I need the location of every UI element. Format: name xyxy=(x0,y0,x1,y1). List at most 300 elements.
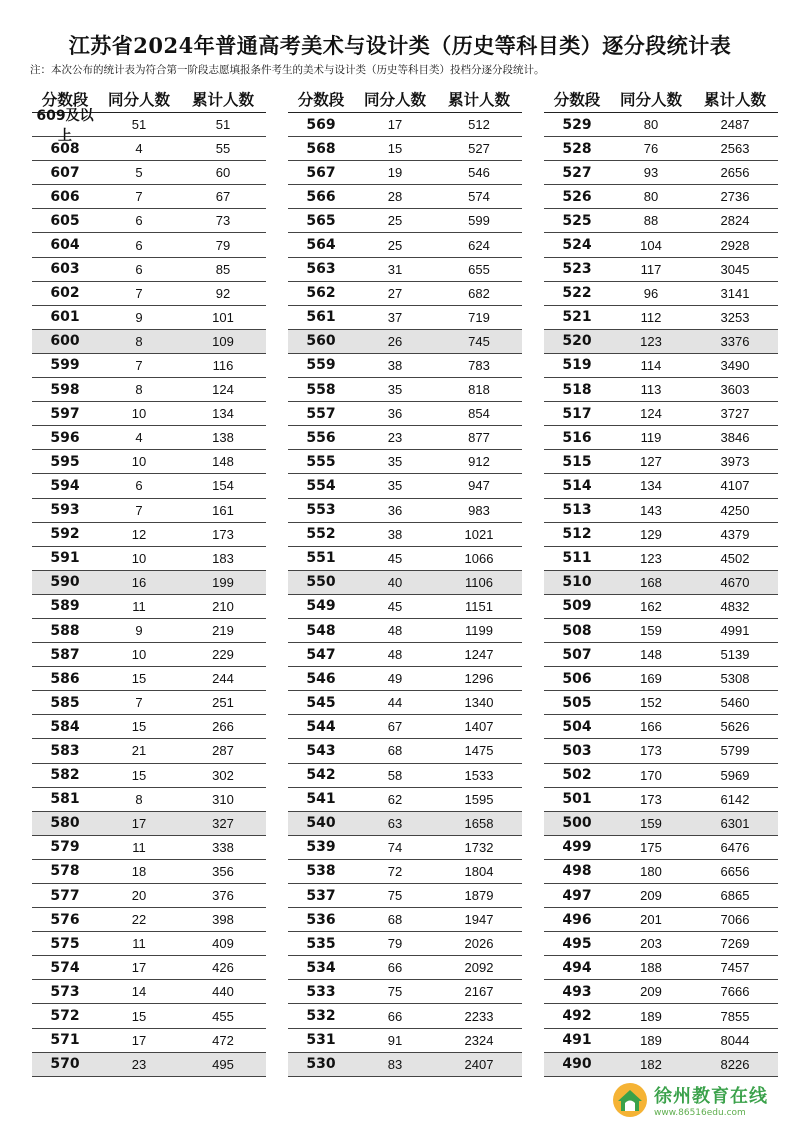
same-count-cell: 8 xyxy=(135,791,143,807)
same-count-cell: 48 xyxy=(387,623,403,639)
table-row xyxy=(544,402,778,426)
table-row xyxy=(544,378,778,402)
same-count-cell: 51 xyxy=(131,117,147,133)
cumulative-count-cell: 199 xyxy=(212,574,234,590)
table-row xyxy=(288,691,522,715)
same-count-cell: 123 xyxy=(640,550,662,566)
table-row xyxy=(32,161,266,185)
same-count-cell: 21 xyxy=(131,743,147,759)
score-cell: 560 xyxy=(306,333,336,350)
cumulative-count-cell: 2736 xyxy=(720,189,750,205)
score-cell: 535 xyxy=(306,935,336,952)
score-cell: 490 xyxy=(562,1056,592,1073)
cumulative-count-cell: 183 xyxy=(212,550,234,566)
cumulative-count-cell: 8226 xyxy=(720,1056,750,1072)
same-count-cell: 169 xyxy=(640,671,662,687)
table-row xyxy=(288,209,522,233)
same-count-cell: 129 xyxy=(640,526,662,542)
score-cell: 549 xyxy=(306,598,336,615)
score-cell: 497 xyxy=(562,887,592,904)
cumulative-count-cell: 495 xyxy=(212,1056,234,1072)
table-row xyxy=(32,739,266,763)
same-count-cell: 12 xyxy=(131,526,147,542)
score-cell: 608 xyxy=(50,140,80,157)
score-cell: 540 xyxy=(306,815,336,832)
score-cell: 604 xyxy=(50,237,80,254)
watermark xyxy=(612,1077,782,1123)
score-cell: 550 xyxy=(306,574,336,591)
score-cell: 528 xyxy=(562,140,592,157)
same-count-cell: 76 xyxy=(643,141,659,157)
table-row xyxy=(544,619,778,643)
same-count-cell: 15 xyxy=(131,1008,147,1024)
same-count-cell: 173 xyxy=(640,791,662,807)
same-count-cell: 35 xyxy=(387,382,403,398)
table-row xyxy=(32,306,266,330)
table-row xyxy=(32,643,266,667)
score-cell: 601 xyxy=(50,309,80,326)
score-cell: 545 xyxy=(306,694,336,711)
same-count-cell: 173 xyxy=(640,743,662,759)
cumulative-count-cell: 327 xyxy=(212,815,234,831)
cumulative-count-cell: 2407 xyxy=(464,1056,494,1072)
cumulative-count-cell: 148 xyxy=(212,454,234,470)
table-row xyxy=(32,426,266,450)
table-row xyxy=(544,161,778,185)
cumulative-count-cell: 783 xyxy=(468,357,490,373)
header-cumulative-count: 累计人数 xyxy=(191,91,254,109)
score-cell: 531 xyxy=(306,1032,336,1049)
cumulative-count-cell: 1475 xyxy=(464,743,494,759)
score-cell: 574 xyxy=(50,959,80,976)
same-count-cell: 5 xyxy=(135,165,143,181)
table-row xyxy=(544,137,778,161)
table-row xyxy=(288,932,522,956)
cumulative-count-cell: 8044 xyxy=(720,1032,750,1048)
table-row xyxy=(288,595,522,619)
same-count-cell: 63 xyxy=(387,815,403,831)
table-row xyxy=(288,739,522,763)
table-row xyxy=(288,1053,522,1077)
header-same-count: 同分人数 xyxy=(107,91,170,109)
cumulative-count-cell: 2324 xyxy=(464,1032,494,1048)
same-count-cell: 7 xyxy=(135,357,143,373)
header-score: 分数段 xyxy=(41,91,89,109)
cumulative-count-cell: 2026 xyxy=(464,936,494,952)
same-count-cell: 10 xyxy=(131,647,147,663)
score-cell: 526 xyxy=(562,188,592,205)
score-cell: 597 xyxy=(50,405,80,422)
cumulative-count-cell: 310 xyxy=(212,791,234,807)
same-count-cell: 16 xyxy=(131,574,147,590)
score-cell: 598 xyxy=(50,381,80,398)
same-count-cell: 159 xyxy=(640,623,662,639)
same-count-cell: 117 xyxy=(640,261,662,277)
score-cell: 536 xyxy=(306,911,336,928)
score-cell: 544 xyxy=(306,718,336,735)
cumulative-count-cell: 5139 xyxy=(720,647,750,663)
same-count-cell: 127 xyxy=(640,454,662,470)
table-row xyxy=(32,764,266,788)
same-count-cell: 6 xyxy=(135,261,143,277)
table-row xyxy=(544,1029,778,1053)
header-score: 分数段 xyxy=(553,91,601,109)
cumulative-count-cell: 134 xyxy=(212,406,234,422)
score-cell: 565 xyxy=(306,212,336,229)
table-row xyxy=(32,402,266,426)
same-count-cell: 134 xyxy=(640,478,662,494)
score-cell: 575 xyxy=(50,935,80,952)
cumulative-count-cell: 85 xyxy=(215,261,231,277)
same-count-cell: 8 xyxy=(135,333,143,349)
same-count-cell: 58 xyxy=(387,767,403,783)
same-count-cell: 28 xyxy=(387,189,403,205)
cumulative-count-cell: 1407 xyxy=(464,719,494,735)
table-row xyxy=(288,233,522,257)
score-cell: 586 xyxy=(50,670,80,687)
cumulative-count-cell: 6656 xyxy=(720,863,750,879)
table-row xyxy=(32,378,266,402)
same-count-cell: 7 xyxy=(135,189,143,205)
same-count-cell: 15 xyxy=(131,671,147,687)
same-count-cell: 17 xyxy=(387,117,403,133)
cumulative-count-cell: 7666 xyxy=(720,984,750,1000)
cumulative-count-cell: 3376 xyxy=(720,333,750,349)
cumulative-count-cell: 719 xyxy=(468,309,490,325)
table-header xyxy=(288,86,522,113)
score-cell: 571 xyxy=(50,1032,80,1049)
score-cell: 504 xyxy=(562,718,592,735)
header-cumulative-count: 累计人数 xyxy=(447,91,510,109)
table-row xyxy=(32,185,266,209)
cumulative-count-cell: 1732 xyxy=(464,839,494,855)
table-row xyxy=(288,884,522,908)
cumulative-count-cell: 3045 xyxy=(720,261,750,277)
score-cell: 506 xyxy=(562,670,592,687)
cumulative-count-cell: 2233 xyxy=(464,1008,494,1024)
same-count-cell: 112 xyxy=(640,309,662,325)
cumulative-count-cell: 244 xyxy=(212,671,234,687)
cumulative-count-cell: 1658 xyxy=(464,815,494,831)
score-cell: 543 xyxy=(306,742,336,759)
cumulative-count-cell: 6142 xyxy=(720,791,750,807)
same-count-cell: 11 xyxy=(132,936,146,952)
same-count-cell: 10 xyxy=(131,454,147,470)
table-row xyxy=(544,474,778,498)
cumulative-count-cell: 219 xyxy=(212,623,234,639)
cumulative-count-cell: 527 xyxy=(468,141,490,157)
score-cell: 533 xyxy=(306,983,336,1000)
score-cell: 511 xyxy=(562,550,592,567)
same-count-cell: 72 xyxy=(387,863,403,879)
table-row xyxy=(544,258,778,282)
same-count-cell: 27 xyxy=(387,285,403,301)
table-row xyxy=(32,836,266,860)
score-cell: 522 xyxy=(562,285,592,302)
score-table-column-2 xyxy=(288,86,522,1077)
same-count-cell: 91 xyxy=(387,1032,403,1048)
cumulative-count-cell: 356 xyxy=(212,863,234,879)
same-count-cell: 62 xyxy=(387,791,403,807)
table-row xyxy=(544,523,778,547)
table-row xyxy=(32,1004,266,1028)
table-row xyxy=(544,884,778,908)
score-cell: 505 xyxy=(562,694,592,711)
table-row xyxy=(32,980,266,1004)
table-row xyxy=(288,523,522,547)
score-cell: 591 xyxy=(50,550,80,567)
table-header xyxy=(544,86,778,113)
table-row xyxy=(288,161,522,185)
table-row xyxy=(288,980,522,1004)
same-count-cell: 189 xyxy=(640,1008,662,1024)
table-row xyxy=(32,282,266,306)
same-count-cell: 83 xyxy=(387,1056,403,1072)
table-row xyxy=(32,233,266,257)
cumulative-count-cell: 92 xyxy=(215,285,231,301)
cumulative-count-cell: 4991 xyxy=(720,623,750,639)
score-cell: 605 xyxy=(50,212,80,229)
score-cell: 514 xyxy=(562,477,592,494)
cumulative-count-cell: 3846 xyxy=(720,430,750,446)
table-row xyxy=(32,330,266,354)
cumulative-count-cell: 4107 xyxy=(720,478,750,494)
table-row xyxy=(288,185,522,209)
same-count-cell: 25 xyxy=(387,213,403,229)
same-count-cell: 23 xyxy=(131,1056,147,1072)
score-cell: 548 xyxy=(306,622,336,639)
table-row xyxy=(32,1053,266,1077)
table-row xyxy=(32,547,266,571)
table-row xyxy=(32,474,266,498)
same-count-cell: 10 xyxy=(131,550,147,566)
cumulative-count-cell: 1296 xyxy=(464,671,494,687)
score-cell: 517 xyxy=(562,405,592,422)
table-row xyxy=(288,667,522,691)
cumulative-count-cell: 440 xyxy=(212,984,234,1000)
same-count-cell: 23 xyxy=(387,430,403,446)
score-cell: 596 xyxy=(50,429,80,446)
table-row xyxy=(544,282,778,306)
score-cell: 554 xyxy=(306,477,336,494)
same-count-cell: 119 xyxy=(640,430,662,446)
table-row xyxy=(288,402,522,426)
score-cell: 609及以上 xyxy=(36,107,94,144)
table-row xyxy=(32,691,266,715)
same-count-cell: 201 xyxy=(640,912,662,928)
cumulative-count-cell: 101 xyxy=(212,309,234,325)
cumulative-count-cell: 5626 xyxy=(720,719,750,735)
same-count-cell: 11 xyxy=(132,598,146,614)
score-cell: 534 xyxy=(306,959,336,976)
score-cell: 513 xyxy=(562,502,592,519)
score-cell: 593 xyxy=(50,502,80,519)
score-cell: 547 xyxy=(306,646,336,663)
same-count-cell: 36 xyxy=(387,502,403,518)
score-cell: 529 xyxy=(562,116,592,133)
watermark-url: www.86516edu.com xyxy=(654,1108,746,1118)
cumulative-count-cell: 5308 xyxy=(720,671,750,687)
cumulative-count-cell: 3727 xyxy=(720,406,750,422)
table-row xyxy=(288,812,522,836)
score-cell: 519 xyxy=(562,357,592,374)
cumulative-count-cell: 3603 xyxy=(720,382,750,398)
same-count-cell: 93 xyxy=(643,165,659,181)
score-cell: 498 xyxy=(562,863,592,880)
score-cell: 587 xyxy=(50,646,80,663)
cumulative-count-cell: 1106 xyxy=(465,574,493,590)
table-row xyxy=(544,306,778,330)
table-row xyxy=(288,571,522,595)
same-count-cell: 15 xyxy=(131,767,147,783)
same-count-cell: 7 xyxy=(135,695,143,711)
same-count-cell: 104 xyxy=(640,237,662,253)
table-row xyxy=(32,1029,266,1053)
watermark-name: 徐州教育在线 xyxy=(654,1086,768,1107)
same-count-cell: 79 xyxy=(387,936,403,952)
cumulative-count-cell: 2092 xyxy=(464,960,494,976)
table-row xyxy=(288,1004,522,1028)
score-cell: 510 xyxy=(562,574,592,591)
table-row xyxy=(544,595,778,619)
same-count-cell: 45 xyxy=(387,550,403,566)
cumulative-count-cell: 3141 xyxy=(720,285,750,301)
score-cell: 507 xyxy=(562,646,592,663)
table-row xyxy=(32,715,266,739)
cumulative-count-cell: 1199 xyxy=(465,623,493,639)
same-count-cell: 6 xyxy=(135,213,143,229)
table-row xyxy=(288,113,522,137)
cumulative-count-cell: 287 xyxy=(212,743,234,759)
score-cell: 600 xyxy=(50,333,80,350)
cumulative-count-cell: 624 xyxy=(468,237,490,253)
cumulative-count-cell: 1247 xyxy=(464,647,494,663)
cumulative-count-cell: 574 xyxy=(468,189,490,205)
same-count-cell: 6 xyxy=(135,478,143,494)
same-count-cell: 35 xyxy=(387,478,403,494)
table-row xyxy=(288,619,522,643)
same-count-cell: 209 xyxy=(640,984,662,1000)
score-cell: 581 xyxy=(50,791,80,808)
same-count-cell: 40 xyxy=(387,574,403,590)
score-cell: 568 xyxy=(306,140,336,157)
score-cell: 559 xyxy=(306,357,336,374)
cumulative-count-cell: 116 xyxy=(212,357,234,373)
cumulative-count-cell: 60 xyxy=(215,165,231,181)
same-count-cell: 68 xyxy=(387,912,403,928)
score-cell: 572 xyxy=(50,1008,80,1025)
same-count-cell: 7 xyxy=(135,502,143,518)
same-count-cell: 123 xyxy=(640,333,662,349)
score-cell: 590 xyxy=(50,574,80,591)
score-cell: 592 xyxy=(50,526,80,543)
table-row xyxy=(32,107,266,144)
table-row xyxy=(544,571,778,595)
same-count-cell: 36 xyxy=(387,406,403,422)
score-cell: 561 xyxy=(306,309,336,326)
score-cell: 546 xyxy=(306,670,336,687)
same-count-cell: 15 xyxy=(387,141,403,157)
same-count-cell: 8 xyxy=(135,382,143,398)
table-row xyxy=(544,764,778,788)
table-row xyxy=(544,1004,778,1028)
cumulative-count-cell: 2487 xyxy=(720,117,750,133)
table-row xyxy=(544,330,778,354)
table-row xyxy=(32,788,266,812)
cumulative-count-cell: 745 xyxy=(468,333,490,349)
cumulative-count-cell: 818 xyxy=(468,382,490,398)
cumulative-count-cell: 7855 xyxy=(720,1008,750,1024)
score-cell: 595 xyxy=(50,453,80,470)
same-count-cell: 114 xyxy=(640,357,662,373)
same-count-cell: 48 xyxy=(387,647,403,663)
cumulative-count-cell: 4250 xyxy=(720,502,750,518)
same-count-cell: 188 xyxy=(640,960,662,976)
score-cell: 552 xyxy=(306,526,336,543)
table-row xyxy=(32,860,266,884)
score-cell: 538 xyxy=(306,863,336,880)
same-count-cell: 22 xyxy=(131,912,147,928)
table-row xyxy=(288,330,522,354)
cumulative-count-cell: 947 xyxy=(468,478,490,494)
table-row xyxy=(32,523,266,547)
score-cell: 501 xyxy=(562,791,592,808)
header-same-count: 同分人数 xyxy=(619,91,682,109)
same-count-cell: 113 xyxy=(640,382,662,398)
table-row xyxy=(32,258,266,282)
table-row xyxy=(32,932,266,956)
score-cell: 579 xyxy=(50,839,80,856)
same-count-cell: 17 xyxy=(131,960,147,976)
table-row xyxy=(288,860,522,884)
table-row xyxy=(288,547,522,571)
same-count-cell: 66 xyxy=(387,1008,403,1024)
score-cell: 539 xyxy=(306,839,336,856)
cumulative-count-cell: 266 xyxy=(212,719,234,735)
header-cumulative-count: 累计人数 xyxy=(703,91,766,109)
same-count-cell: 182 xyxy=(640,1056,662,1072)
score-cell: 602 xyxy=(50,285,80,302)
score-cell: 553 xyxy=(306,502,336,519)
cumulative-count-cell: 2656 xyxy=(720,165,750,181)
cumulative-count-cell: 376 xyxy=(212,888,234,904)
score-cell: 555 xyxy=(306,453,336,470)
score-cell: 532 xyxy=(306,1008,336,1025)
same-count-cell: 9 xyxy=(135,309,143,325)
same-count-cell: 88 xyxy=(643,213,659,229)
table-row xyxy=(544,788,778,812)
cumulative-count-cell: 546 xyxy=(468,165,490,181)
score-cell: 515 xyxy=(562,453,592,470)
score-cell: 541 xyxy=(306,791,336,808)
same-count-cell: 203 xyxy=(640,936,662,952)
cumulative-count-cell: 5799 xyxy=(720,743,750,759)
table-row xyxy=(288,499,522,523)
score-cell: 558 xyxy=(306,381,336,398)
same-count-cell: 17 xyxy=(131,1032,147,1048)
table-row xyxy=(288,474,522,498)
same-count-cell: 166 xyxy=(640,719,662,735)
same-count-cell: 38 xyxy=(387,357,403,373)
score-cell: 491 xyxy=(562,1032,592,1049)
same-count-cell: 75 xyxy=(387,888,403,904)
cumulative-count-cell: 655 xyxy=(468,261,490,277)
cumulative-count-cell: 1879 xyxy=(464,888,494,904)
score-table-column-1 xyxy=(32,86,266,1077)
cumulative-count-cell: 455 xyxy=(212,1008,234,1024)
cumulative-count-cell: 1595 xyxy=(464,791,494,807)
cumulative-count-cell: 6476 xyxy=(720,839,750,855)
